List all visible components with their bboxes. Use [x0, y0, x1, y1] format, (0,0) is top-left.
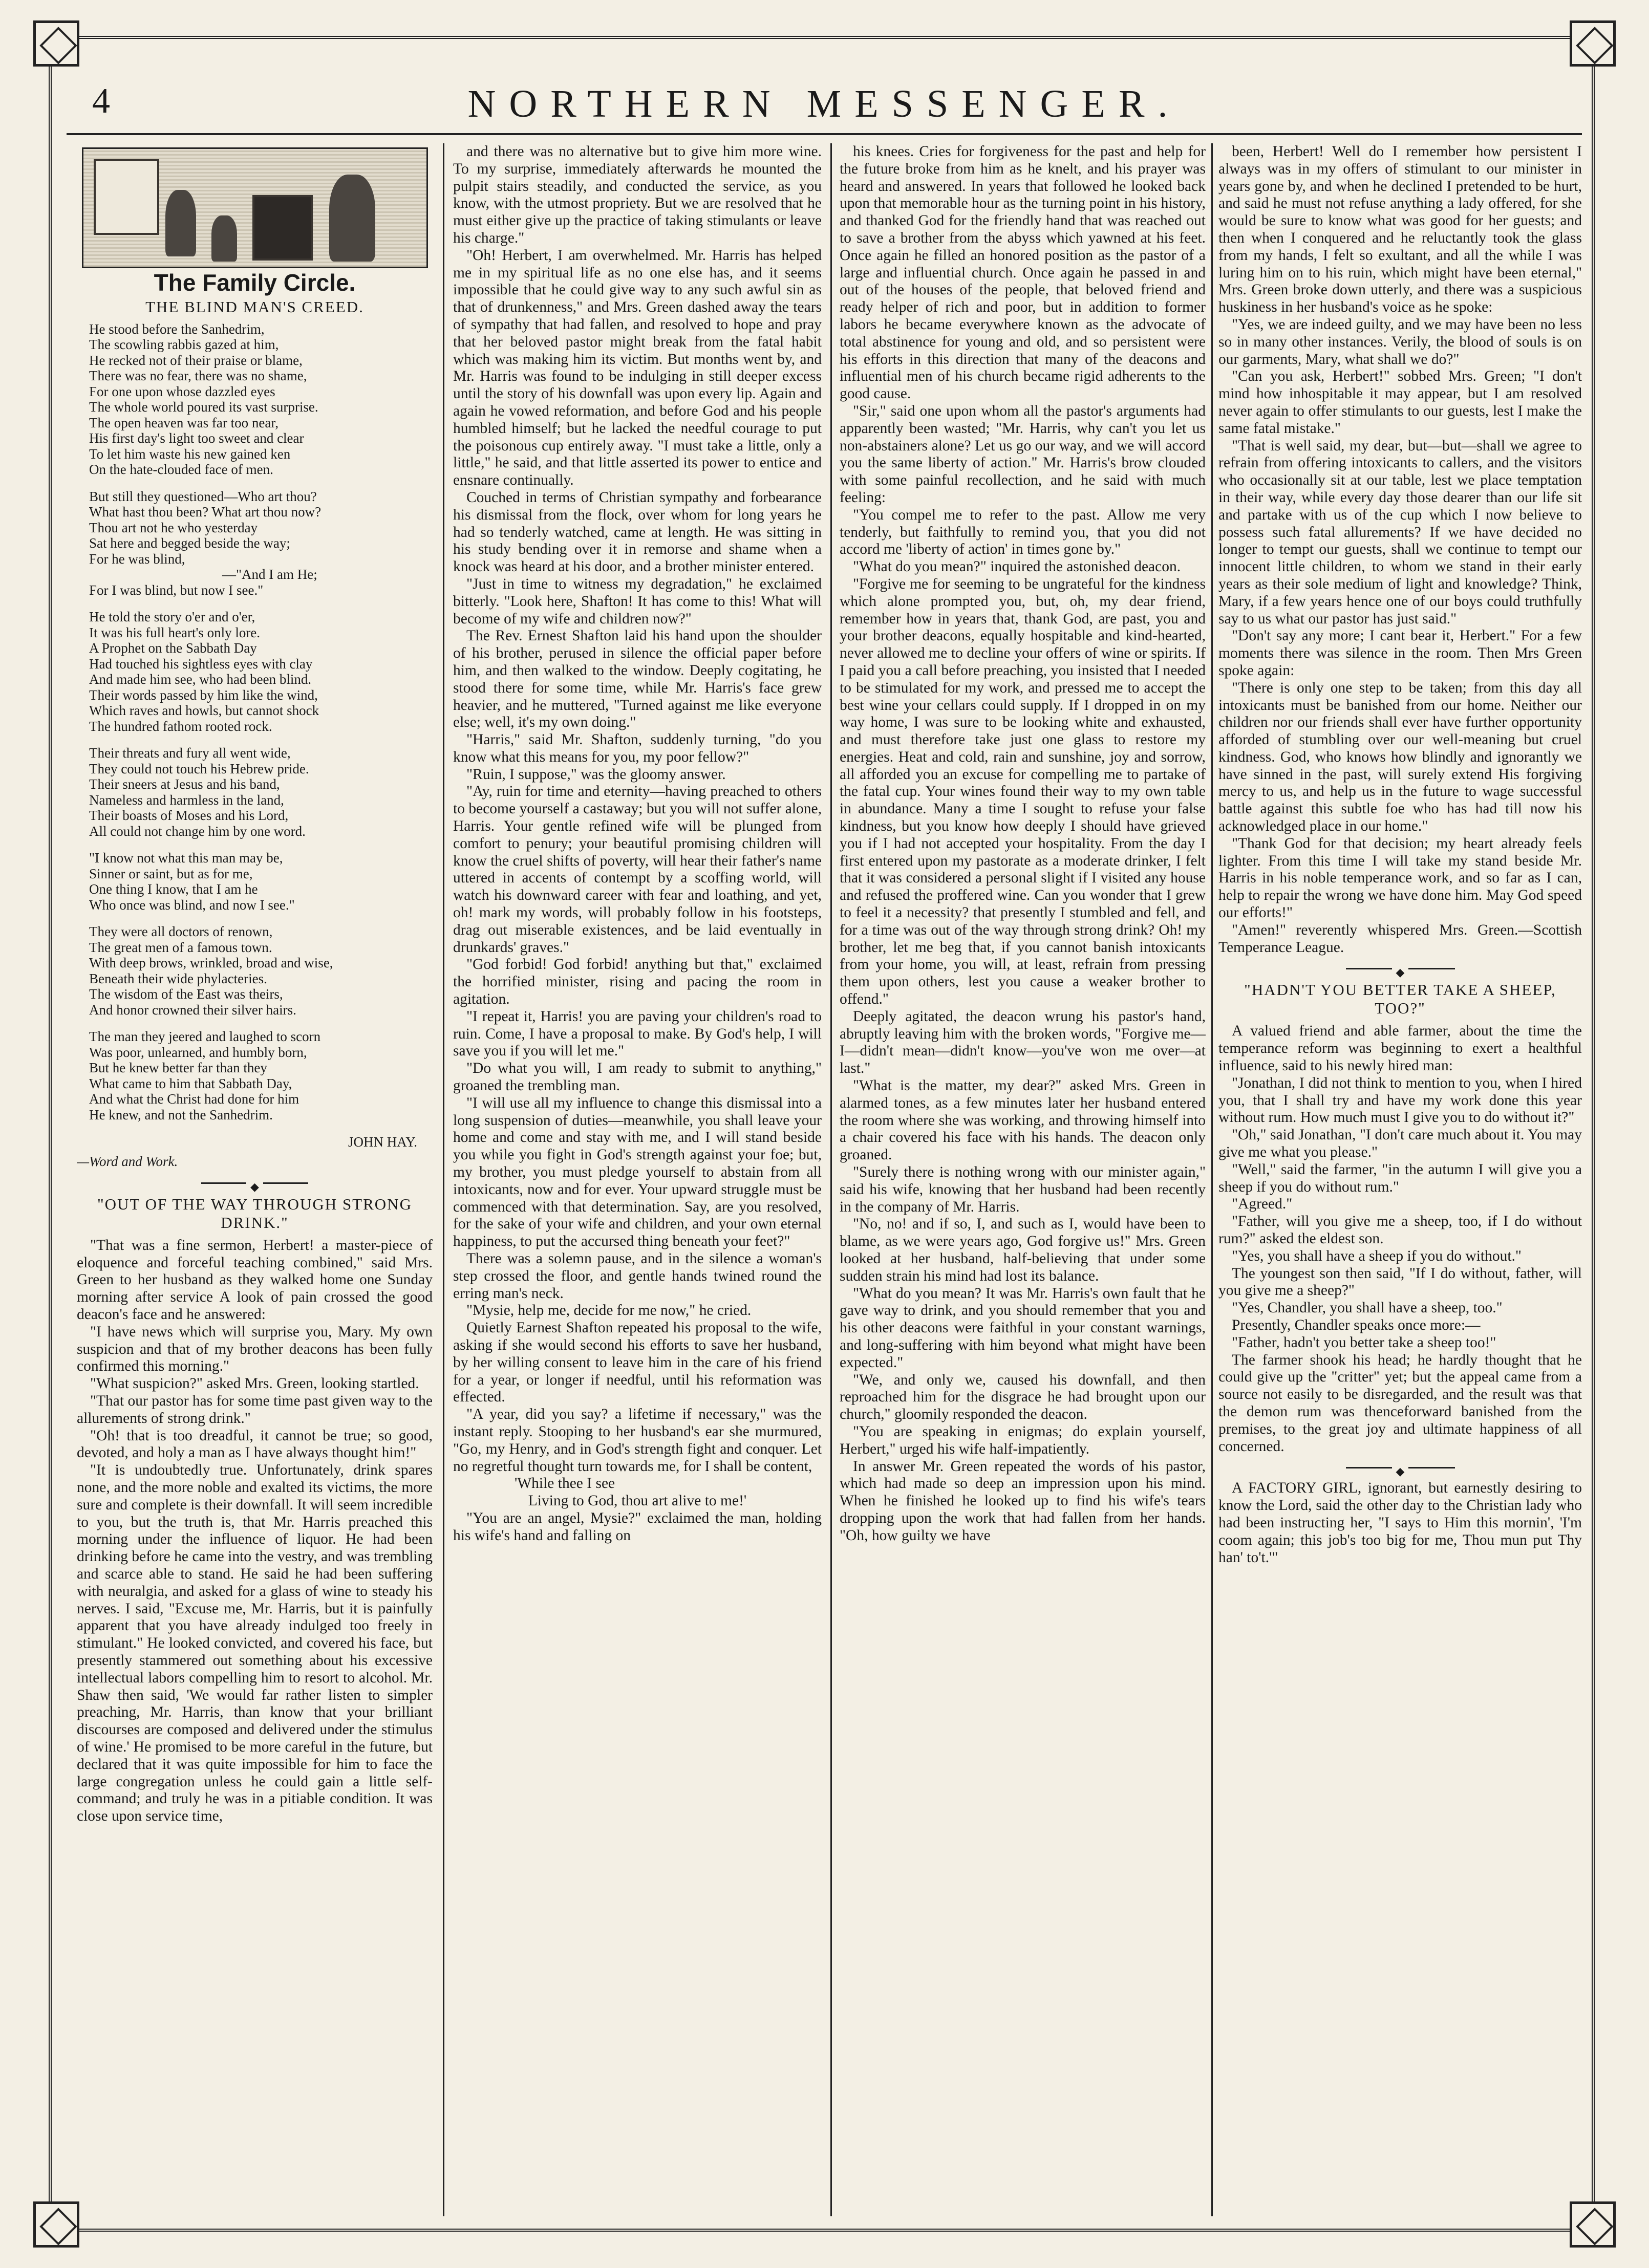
poem-line: All could not change him by one word.: [89, 823, 306, 839]
separator: ◆: [1218, 1462, 1582, 1473]
paragraph: "That was a fine sermon, Herbert! a master-piece of eloquence and forceful teaching combined," said Mrs. Green to her husband as they walked home one Sunday morning after service A look of pain crossed the good deacon's face and he answered:: [77, 1237, 433, 1323]
paragraph: "Sir," said one upon whom all the pastor's arguments had apparently been wasted; "Mr. Harris, why can't you let us non-abstainers alone? Let us go our way, and we will accord you the same liberty of action." Mr. Harris's brow clouded with some painful recollection, and he said with much feeling:: [840, 402, 1206, 506]
poem-line: There was no fear, there was no shame,: [89, 368, 307, 384]
poem-line: They could not touch his Hebrew pride.: [89, 761, 309, 776]
poem-line: Sat here and begged beside the way;: [89, 535, 290, 551]
poem-stanza: [89, 1029, 433, 1122]
poem-stanza: [89, 850, 433, 913]
poem-line: The wisdom of the East was theirs,: [89, 986, 283, 1002]
paragraph: his knees. Cries for forgiveness for the past and help for the future broke from him as he knelt, and his prayer was heard and answered. In years that followed he looked back upon that memorable hour as the turning point in his history, and thanked God for the friendly hand that was reached out to save a brother from the abyss which yawned at his feet. Once again he filled an honored position as the pastor of a large and influential church. Once again he passed in and out of the houses of the people, that beloved friend and ready helper of rich and poor, but in addition to former labors he became everywhere known as the advocate of total abstinence for young and old, and so persistent were his efforts in this direction that many of the deacons and influential men of his church became rigid adherents to the good cause.: [840, 143, 1206, 402]
paragraph: The Rev. Ernest Shafton laid his hand upon the shoulder of his brother, perused in silence the official paper before him, and then walked to the window. Deeply cogitating, he stood there for some time, while Mr. Harris's face grew heavier, and he muttered, "Turned against me like everyone else; well, it's my own doing.": [453, 628, 822, 731]
paragraph: A valued friend and able farmer, about the time the temperance reform was beginning to exert a healthful influence, said to his newly hired man:: [1218, 1023, 1582, 1074]
poem-line: The hundred fathom rooted rock.: [89, 718, 272, 734]
poem-line: And what the Christ had done for him: [89, 1091, 299, 1107]
paragraph: Couched in terms of Christian sympathy and forbearance his dismissal from the flock, over whom for long years he had so tenderly watched, came at length. He was sitting in his study bending over it in remorse and shame when a knock was heard at his door, and a brother minister entered.: [453, 489, 822, 575]
masthead: NORTHERN MESSENGER.: [467, 82, 1181, 125]
poem-line: They were all doctors of renown,: [89, 924, 273, 940]
paragraph: "Mysie, help me, decide for me now," he cried.: [466, 1302, 752, 1319]
poem-stanza: [89, 609, 433, 734]
paragraph: "Can you ask, Herbert!" sobbed Mrs. Green; "I don't mind how inhospitable it may appear, but I am resolved never again to offer stimulants to our guests, lest I make the same fatal mistake.": [1218, 368, 1582, 437]
poem-stanza: [89, 321, 433, 478]
poem-line: —"And I am He;: [222, 567, 317, 582]
poem-line: Had touched his sightless eyes with clay: [89, 656, 313, 672]
poem-line: The open heaven was far too near,: [89, 415, 279, 430]
poem-line: With deep brows, wrinkled, broad and wise,: [89, 955, 333, 971]
poem-line: And honor crowned their silver hairs.: [89, 1002, 296, 1018]
poem-line: To let him waste his new gained ken: [89, 446, 291, 462]
paragraph: "Surely there is nothing wrong with our minister again," said his wife, knowing that her husband had been recently in the company of Mr. Harris.: [840, 1164, 1206, 1215]
paragraph: "Well," said the farmer, "in the autumn I will give you a sheep if you do without rum.": [1218, 1161, 1582, 1195]
separator: ◆: [1218, 963, 1582, 974]
paragraph: "Forgive me for seeming to be ungrateful for the kindness which alone prompted you, but, oh, my dear friend, remember how in years that, thank God, are past, you and your brother deacons, equally hospitable and kind-hearted, never allowed me to decline your offers of wine or spirits. If I paid you a call before preaching, you insisted that I needed to be stimulated for my work, and pressed me to accept the best wine your cellars could supply. If I dropped in on my way home, I was sure to be looking white and exhausted, and must therefore take just one glass to restore my energies. Heat and cold, rain and sunshine, joy and sorrow, all afforded you an excuse for compelling me to partake of the fatal cup. Your wines found their way to my own table in abundance. Many a time I sought to refuse your false kindness, but you know how deeply I should have grieved you if I had not accepted your hospitality. From the day I first entered upon my pastorate as a moderate drinker, I felt that it was considered a personal slight if I visited any house and refused the proffered wine. Can you wonder that I grew to feel it a necessity? that presently I stumbled and fell, and for a time was out of the way through strong drink? Oh! my brother, let me beg that, if you cannot banish intoxicants from your home, you will, at least, refrain from pressing them upon others, lest you cause a weaker brother to offend.": [840, 575, 1206, 1008]
column-rule: [830, 143, 832, 2216]
paragraph: "Yes, you shall have a sheep if you do without.": [1232, 1247, 1522, 1264]
story-part-3: [840, 143, 1206, 1545]
paragraph: "What do you mean? It was Mr. Harris's own fault that he gave way to drink, and you should remember that you and his other deacons were faithful in your constant warnings, and long-suffering with him beyond what might have been expected.": [840, 1285, 1206, 1371]
poem-line: The scowling rabbis gazed at him,: [89, 337, 279, 353]
poem-author: JOHN HAY.: [348, 1134, 417, 1150]
poem: [89, 321, 433, 1123]
paragraph: "God forbid! God forbid! anything but that," exclaimed the horrified minister, rising and pacing the room in agitation.: [453, 956, 822, 1008]
poem-line: The whole world poured its vast surprise.: [89, 399, 318, 415]
poem-line: What hast thou been? What art thou now?: [89, 504, 322, 520]
paragraph: "Yes, we are indeed guilty, and we may have been no less so in many other instances. Verily, the blood of souls is on our garments, Mary, what shall we do?": [1218, 316, 1582, 368]
poem-stanza: [89, 924, 433, 1018]
poem-line: He told the story o'er and o'er,: [89, 609, 255, 625]
poem-line: But he knew better far than they: [89, 1060, 267, 1076]
poem-line: For I was blind, but now I see.": [89, 582, 264, 598]
paragraph: "You compel me to refer to the past. Allow me very tenderly, but faithfully to remind you, that you did not accord me 'liberty of action' in times gone by.": [840, 506, 1206, 558]
poem-line: Beneath their wide phylacteries.: [89, 970, 267, 986]
poem-line: Which raves and howls, but cannot shock: [89, 703, 319, 719]
paragraph: "Thank God for that decision; my heart already feels lighter. From this time I will take my stand beside Mr. Harris in his noble temperance work, and so far as I can, help to repair the wrong we have done him. May God speed our efforts!": [1218, 835, 1582, 921]
poem-line: His first day's light too sweet and clear: [89, 430, 304, 446]
poem-line: He knew, and not the Sanhedrim.: [89, 1107, 273, 1122]
column-rule: [443, 143, 444, 2216]
poem-line: A Prophet on the Sabbath Day: [89, 640, 257, 656]
paragraph: "Don't say any more; I cant bear it, Herbert." For a few moments there was silence in the room. Then Mrs Green spoke again:: [1218, 628, 1582, 679]
sheep-article: [1218, 1023, 1582, 1455]
column-rule: [1211, 143, 1213, 2216]
poem-source: —Word and Work.: [77, 1154, 178, 1170]
poem-line: Was poor, unlearned, and humbly born,: [89, 1044, 307, 1060]
paragraph: "There is only one step to be taken; from this day all intoxicants must be banished from our home. Neither our children nor our friends shall ever have further opportunity afforded of stumbling over our well-meaning but cruel kindness. God, who knows how blindly and ignorantly we have sinned in the past, will surely extend His forgiving mercy to us, and help us in the future to wage successful battle against this subtle foe who has had till now his acknowledged place in our home.": [1218, 679, 1582, 835]
column-2: [453, 143, 822, 2216]
poem-line: But still they questioned—Who art thou?: [89, 488, 317, 504]
paragraph: "No, no! and if so, I, and such as I, would have been to blame, as we were years ago, God forgive us!" Mrs. Green looked at her husband, half-believing that under some sudden strain his mind had lost its balance.: [840, 1216, 1206, 1284]
paragraph: The youngest son then said, "If I do without, father, will you give me a sheep?": [1218, 1265, 1582, 1299]
poem-line: Who once was blind, and now I see.": [89, 897, 295, 913]
paragraph: "That our pastor has for some time past given way to the allurements of strong drink.": [77, 1393, 433, 1427]
verse-line: 'While thee I see: [515, 1475, 615, 1492]
verse-line: Living to God, thou art alive to me!': [528, 1493, 747, 1509]
paragraph: "Yes, Chandler, you shall have a sheep, too.": [1232, 1300, 1503, 1316]
paragraph: "Jonathan, I did not think to mention to you, when I hired you, that I shall try and have my work done this year without rum. How much must I give you to do without it?": [1218, 1074, 1582, 1126]
story-part-2: [453, 143, 822, 1475]
poem-line: For one upon whose dazzled eyes: [89, 383, 275, 399]
paragraph: "Agreed.": [1232, 1196, 1293, 1213]
paragraph: "Oh! that is too dreadful, it cannot be true; so good, devoted, and holy a man as I have always thought him!": [77, 1427, 433, 1461]
poem-line: "I know not what this man may be,: [89, 850, 283, 866]
sheep-title: "HADN'T YOU BETTER TAKE A SHEEP, TOO?": [1244, 981, 1556, 1018]
poem-line: On the hate-clouded face of men.: [89, 462, 273, 478]
poem-line: Nameless and harmless in the land,: [89, 792, 284, 808]
paragraph: been, Herbert! Well do I remember how persistent I always was in my offers of stimulant to our minister in years gone by, and when he declined I pretended to be hurt, and said he must not refuse anything a lady offered, for she would be sure to know what was good for her guests; and then when I conquered and he reluctantly took the glass from my hands, I felt so exultant, and all the while I was luring him on to his ruin, which might have been eternal," Mrs. Green broke down utterly, and there was a suspicious huskiness in her husband's voice as he spoke:: [1218, 143, 1582, 316]
paragraph: "What suspicion?" asked Mrs. Green, looking startled.: [90, 1375, 419, 1392]
section-title: The Family Circle.: [154, 269, 356, 296]
paragraph: "What do you mean?" inquired the astonished deacon.: [853, 558, 1181, 575]
paragraph: There was a solemn pause, and in the silence a woman's step crossed the floor, and gentle hands twined round the erring man's neck.: [453, 1250, 822, 1302]
poem-line: For he was blind,: [89, 551, 185, 567]
poem-line: Sinner or saint, but as for me,: [89, 866, 253, 881]
columns: [67, 143, 1582, 2221]
poem-line: What came to him that Sabbath Day,: [89, 1075, 292, 1091]
paragraph: "I will use all my influence to change this dismissal into a long suspension of duties—meanwhile, you shall leave your home and come and stay with me, and I will stand beside you while you fight in God's strength against your foe; but, my brother, you must pledge yourself to abstain from all intoxicants, now and for ever. Your upward struggle must be commenced with that determination. Say, are you resolved, for the sake of your wife and children, and your own eternal happiness, to put the accursed thing beneath your feet?": [453, 1094, 822, 1250]
paragraph: "Father, hadn't you better take a sheep too!": [1232, 1334, 1496, 1351]
paragraph: "You are speaking in enigmas; do explain yourself, Herbert," urged his wife half-impatiently.: [840, 1423, 1206, 1457]
paragraph: and there was no alternative but to give him more wine. To my surprise, immediately afterwards he mounted the pulpit stairs steadily, and conducted the service, as you know, with the utmost propriety. But we are resolved that he must either give up the practice of taking stimulants or leave his charge.": [453, 143, 822, 246]
paragraph: "I repeat it, Harris! you are paving your children's road to ruin. Come, I have a proposal to make. By God's help, I will save you if you will let me.": [453, 1008, 822, 1060]
poem-stanza: [89, 745, 433, 839]
paragraph: "Amen!" reverently whispered Mrs. Green.—Scottish Temperance League.: [1218, 921, 1582, 956]
poem-line: Their sneers at Jesus and his band,: [89, 776, 280, 792]
poem-line: Their boasts of Moses and his Lord,: [89, 808, 289, 824]
poem-stanza: [89, 489, 433, 598]
factory-girl-paragraph: A FACTORY GIRL, ignorant, but earnestly desiring to know the Lord, said the other day to the Christian lady who had been instructing her, "I says to Him this mornin', 'I'm coom again; this job's too big for me, Thou mun put Thy han' to't.'": [1218, 1480, 1582, 1566]
paragraph: In answer Mr. Green repeated the words of his pastor, which had made so deep an impression upon his mind. When he finished he looked up to find his wife's tears dropping upon the work that had fallen from her hands. "Oh, how guilty we have: [840, 1458, 1206, 1544]
family-circle-engraving: [82, 147, 428, 268]
paragraph: "Ruin, I suppose," was the gloomy answer.: [466, 766, 726, 783]
paragraph: "What is the matter, my dear?" asked Mrs. Green in alarmed tones, as a few minutes later her husband entered the room where she was working, and throwing himself into a chair covered his face with his hands. The deacon only groaned.: [840, 1077, 1206, 1163]
poem-line: It was his full heart's only lore.: [89, 624, 261, 640]
paragraph: "Father, will you give me a sheep, too, if I do without rum?" asked the eldest son.: [1218, 1213, 1582, 1247]
page-header: [67, 67, 1582, 135]
poem-line: The great men of a famous town.: [89, 939, 272, 955]
paragraph: "It is undoubtedly true. Unfortunately, drink spares none, and the more noble and exalted its victims, the more sure and complete is their downfall. It will seem incredible to you, but the truth is, that Mr. Harris preached this morning under the influence of liquor. He had been drinking before he came into the vestry, and was trembling and scarce able to stand. He said he had been suffering with neuralgia, and asked for a glass of wine to steady his nerves. I said, "Excuse me, Mr. Harris, but it is painfully apparent that you have already indulged too freely in stimulant." He looked convicted, and covered his face, but presently stammered out something about his excessive intellectual labors compelling him to resort to alcohol. Mr. Shaw then said, 'We would far rather listen to simpler preaching, Mr. Harris, than know that your brilliant discourses are composed and delivered under the stimulus of wine.' He promised to be more careful in the future, but declared that it was quite impossible for him to face the large congregation unless he could gain a little self-command; and truly he was in a pitiable condition. It was close upon service time,: [77, 1462, 433, 1825]
story-part-1: [77, 1237, 433, 1825]
paragraph: Quietly Earnest Shafton repeated his proposal to the wife, asking if she would second his efforts to save her husband, by her willing consent to leave him in the care of his friend for a year, or longer if needful, until his reformation was effected.: [453, 1320, 822, 1406]
paragraph: "I have news which will surprise you, Mary. My own suspicion and that of my brother deacons has been fully confirmed this morning.": [77, 1323, 433, 1375]
paragraph: Presently, Chandler speaks once more:—: [1232, 1317, 1481, 1333]
paragraph: Deeply agitated, the deacon wrung his pastor's hand, abruptly leaving him with the broken words, "Forgive me—I—didn't mean—didn't know—you've won me over—at last.": [840, 1008, 1206, 1077]
column-4: [1218, 143, 1582, 2216]
paragraph: "That is well said, my dear, but—but—shall we agree to refrain from offering intoxicants to callers, and the visitors who occasionally sit at our table, lest we place temptation in their way, while every day those dearer than our life sit and partake with us of the cup which I now believe to possess such fatal allurements? If we have decided no longer to tempt our guests, shall we continue to tempt our innocent little children, to whom we stand in their early years as their sole medium of light and knowledge? Think, Mary, if a few years hence one of our boys could truthfully say to us what our pastor has just said.": [1218, 437, 1582, 627]
paragraph: "A year, did you say? a lifetime if necessary," was the instant reply. Stooping to her husband's ear she murmured, "Go, my Henry, and in God's strength fight and conquer. Let no regretful thought turn towards me, for I shall be content,: [453, 1406, 822, 1475]
corner-ornament: [1570, 20, 1616, 67]
poem-line: He recked not of their praise or blame,: [89, 352, 303, 368]
paragraph: "Ay, ruin for time and eternity—having preached to others to become yourself a castaway; but you will not suffer alone, Harris. Your gentle refined wife will be plunged from comfort to penury; your beautiful promising children will know the cruel shifts of poverty, will hear their father's name uttered in accents of contempt by a scoffing world, will watch his downward career with fear and loathing, and yet, oh! mark my words, will probably follow in his footsteps, drag out miserable existences, and be laid eventually in drunkards' graves.": [453, 783, 822, 956]
poem-line: Their words passed by him like the wind,: [89, 687, 318, 703]
poem-line: Their threats and fury all went wide,: [89, 745, 291, 761]
poem-line: The man they jeered and laughed to scorn: [89, 1029, 321, 1045]
separator: ◆: [77, 1178, 433, 1188]
paragraph: "Just in time to witness my degradation," he exclaimed bitterly. "Look here, Shafton! It has come to this! What will become of my wife and children now?": [453, 575, 822, 627]
corner-ornament: [33, 20, 79, 67]
column-1: [77, 143, 433, 2216]
paragraph: "You are an angel, Mysie?" exclaimed the man, holding his wife's hand and falling on: [453, 1509, 822, 1544]
paragraph: "We, and only we, caused his downfall, and then reproached him for the disgrace he had brought upon our church," gloomily responded the deacon.: [840, 1371, 1206, 1423]
story-part-4: [1218, 143, 1582, 956]
poem-line: Thou art not he who yesterday: [89, 520, 258, 535]
story-title: "OUT OF THE WAY THROUGH STRONG DRINK.": [97, 1195, 412, 1232]
page-number: 4: [92, 81, 110, 121]
poem-title: THE BLIND MAN'S CREED.: [145, 297, 364, 316]
paragraph: "Do what you will, I am ready to submit to anything," groaned the trembling man.: [453, 1060, 822, 1094]
poem-line: One thing I know, that I am he: [89, 881, 258, 897]
column-3: [840, 143, 1206, 2216]
paragraph: "Oh! Herbert, I am overwhelmed. Mr. Harris has helped me in my spiritual life as no one else has, and it seems impossible that he could give way to any such awful sin as that of drunkenness," and Mrs. Green dashed away the tears of sympathy that had fallen, and resolved to hope and pray that her beloved pastor might break from the fatal habit which was making him its victim. But months went by, and Mr. Harris was found to be indulging in still deeper excess until the story of his downfall was upon every lip. Again and again he vowed reformation, and before God and his people humbled himself; but he lacked the needful courage to put the poisonous cup entirely away. "I must take a little, only a little," he said, and that little asserted its power to entice and ensnare continually.: [453, 247, 822, 489]
poem-line: And made him see, who had been blind.: [89, 672, 312, 687]
paragraph: The farmer shook his head; he hardly thought that he could give up the "critter" yet; but the appeal came from a source not easily to be disregarded, and the result was that the demon rum was thenceforward banished from the premises, to the great joy and ultimate happiness of all concerned.: [1218, 1351, 1582, 1455]
paragraph: "Oh," said Jonathan, "I don't care much about it. You may give me what you please.": [1218, 1127, 1582, 1161]
paragraph: "Harris," said Mr. Shafton, suddenly turning, "do you know what this means for you, my poor fellow?": [453, 731, 822, 765]
poem-line: He stood before the Sanhedrim,: [89, 321, 265, 337]
